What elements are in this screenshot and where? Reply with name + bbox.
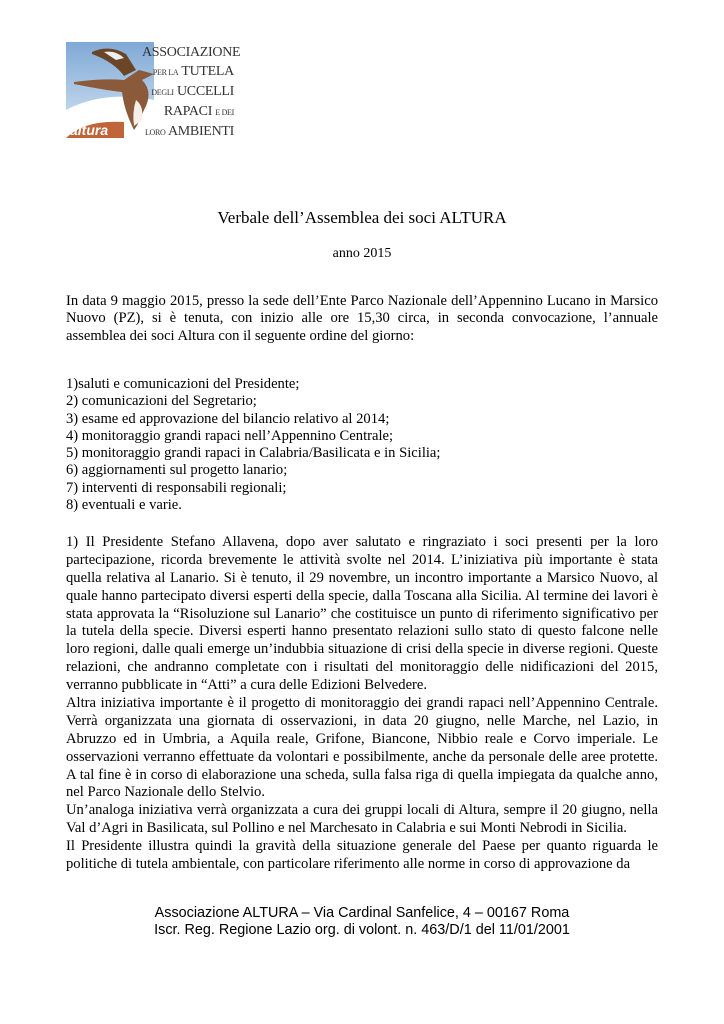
footer-registration: Iscr. Reg. Regione Lazio org. di volont. n. 463/D/1 del 11/01/2001	[154, 922, 570, 938]
logo-text: ASSOCIAZIONE PER LA TUTELA DEGLI UCCELLI RAPACI E DEI LORO AMBIENTI	[142, 45, 241, 139]
paragraph	[66, 838, 658, 874]
text-line: assemblea dei soci Altura con il seguente ordine del giorno:	[66, 327, 415, 344]
section-1-body	[66, 534, 658, 874]
footer	[0, 905, 724, 939]
paragraph	[66, 534, 658, 695]
document-year: anno 2015	[332, 246, 392, 261]
text-line: stata approvata la “Risoluzione sul Lanario” che costituisce un punto di riferimento significativo per	[66, 605, 658, 622]
text-line: quella relativa al Lanario. Si è tenuto, il 29 novembre, un incontro importante a Marsico Nuovo, al	[66, 569, 658, 586]
text-line: nel Parco Nazionale dello Stelvio.	[66, 784, 265, 801]
agenda-item: 3) esame ed approvazione del bilancio relativo al 2014;	[66, 410, 390, 427]
text-line: Un’analoga iniziativa verrà organizzata a cura dei gruppi locali di Altura, sempre il 20 giugno, nella	[66, 802, 658, 819]
text-line: Il Presidente illustra quindi la gravità della situazione generale del Paese per quanto riguarda le	[66, 838, 658, 855]
text-line: Nuovo (PZ), si è tenuta, con inizio alle ore 15,30 circa, in seconda convocazione, l’annuale	[66, 310, 658, 327]
text-line: Verrà organizzata una giornata di osservazioni, in data 20 giugno, nelle Marche, nel Lazio, in	[66, 712, 658, 729]
text-line: partecipazione, ricorda brevemente le attività svolte nel 2014. L’iniziativa più importante è stata	[66, 551, 658, 568]
text-line: Altra iniziativa importante è il progetto di monitoraggio dei grandi rapaci nell’Appennino Centrale.	[66, 695, 658, 712]
agenda-item: 2) comunicazioni del Segretario;	[66, 393, 257, 410]
text-line: quale hanno partecipato diversi esperti della specie, dalla Toscana alla Sicilia. Al termine dei lavori è	[66, 587, 658, 604]
text-line: osservazioni verranno effettuate da volontari e possibilmente, anche da personale delle aree protette.	[66, 748, 658, 765]
intro-paragraph	[66, 293, 658, 345]
paragraph	[66, 802, 658, 838]
text-line: In data 9 maggio 2015, presso la sede dell’Ente Parco Nazionale dell’Appennino Lucano in Marsico	[66, 293, 658, 309]
text-line: A tal fine è in corso di elaborazione una scheda, sulla falsa riga di quella impiegata da qualche anno,	[66, 766, 658, 783]
footer-address: Associazione ALTURA – Via Cardinal Sanfelice, 4 – 00167 Roma	[154, 905, 570, 921]
paragraph	[66, 695, 658, 802]
agenda-item: 6) aggiornamenti sul progetto lanario;	[66, 462, 288, 479]
text-line: Abruzzo ed in Umbria, a Aquila reale, Grifone, Biancone, Nibbio reale e Corvo imperiale. Le	[66, 730, 658, 747]
text-line: 1) Il Presidente Stefano Allavena, dopo aver salutato e ringraziato i soci presenti per la loro	[66, 534, 658, 550]
logo-wordmark: altura	[70, 122, 109, 138]
agenda-list	[66, 376, 658, 514]
text-line: la tutela della specie. Diversi esperti hanno presentato relazioni sullo stato di questo falcone nelle	[66, 623, 658, 640]
altura-logo	[64, 40, 241, 140]
agenda-item: 1)saluti e comunicazioni del Presidente;	[66, 376, 300, 392]
agenda-item: 5) monitoraggio grandi rapaci in Calabria/Basilicata e in Sicilia;	[66, 445, 441, 462]
text-line: politiche di tutela ambientale, con particolare riferimento alle norme in corso di approvazione da	[66, 856, 631, 873]
text-line: verranno pubblicate in “Atti” a cura delle Edizioni Belvedere.	[66, 677, 428, 694]
text-line: relazioni, che andranno completate con i risultati del monitoraggio delle nidificazioni del 2015,	[66, 659, 658, 676]
document-title: Verbale dell’Assemblea dei soci ALTURA	[217, 208, 507, 227]
text-line: loro regioni, dalle quali emerge un’indubbia situazione di crisi della specie in diverse regioni. Queste	[66, 641, 658, 658]
agenda-item: 8) eventuali e varie.	[66, 497, 182, 514]
text-line: Val d’Agri in Basilicata, sul Pollino e nel Marchesato in Calabria e sui Monti Nebrodi in Sicilia.	[66, 820, 627, 837]
agenda-item: 4) monitoraggio grandi rapaci nell’Appennino Centrale;	[66, 427, 394, 444]
agenda-item: 7) interventi di responsabili regionali;	[66, 479, 287, 496]
